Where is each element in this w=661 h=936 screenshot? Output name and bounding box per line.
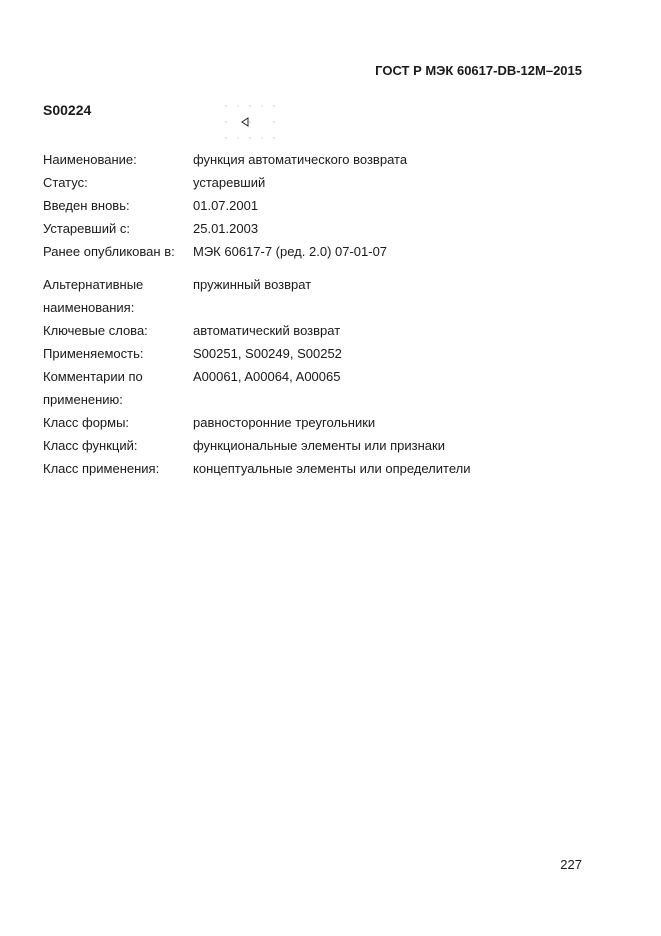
field-label: Альтернативные (43, 277, 144, 292)
field-value: МЭК 60617-7 (ред. 2.0) 07-01-07 (193, 244, 388, 259)
field-label: Применяемость: (43, 346, 144, 361)
field-row (43, 171, 471, 194)
field-row (43, 194, 471, 217)
field-label: применению: (43, 392, 123, 407)
field-value: 25.01.2003 (193, 221, 259, 236)
field-value: S00251, S00249, S00252 (193, 346, 342, 361)
field-value: пружинный возврат (193, 277, 312, 292)
field-value: 01.07.2001 (193, 198, 259, 213)
field-list (43, 148, 471, 480)
symbol-code: S00224 (43, 102, 92, 118)
field-label: Ранее опубликован в: (43, 244, 175, 259)
field-value: A00061, A00064, A00065 (193, 369, 341, 384)
field-label: Наименование: (43, 152, 137, 167)
field-row (43, 217, 471, 240)
field-label: Комментарии по (43, 369, 143, 384)
field-row (43, 273, 471, 296)
field-label: Статус: (43, 175, 88, 190)
field-row (43, 388, 471, 411)
field-row (43, 434, 471, 457)
field-label: Введен вновь: (43, 198, 130, 213)
page-number: 227 (560, 857, 582, 872)
field-label: Класс применения: (43, 461, 160, 476)
field-row (43, 240, 471, 263)
field-label: Устаревший с: (43, 221, 130, 236)
field-value: концептуальные элементы или определители (193, 461, 471, 476)
field-value: равносторонние треугольники (193, 415, 376, 430)
field-value: функциональные элементы или признаки (193, 438, 445, 453)
field-row (43, 296, 471, 319)
field-row (43, 319, 471, 342)
field-row (43, 342, 471, 365)
field-label: Класс функций: (43, 438, 138, 453)
field-row (43, 148, 471, 171)
field-value: устаревший (193, 175, 266, 190)
triangle-symbol-icon (222, 102, 278, 142)
field-label: Класс формы: (43, 415, 130, 430)
field-row (43, 411, 471, 434)
field-row (43, 365, 471, 388)
standard-header: ГОСТ Р МЭК 60617-DB-12M–2015 (375, 63, 582, 78)
field-value: функция автоматического возврата (193, 152, 408, 167)
field-label: наименования: (43, 300, 135, 315)
field-row (43, 457, 471, 480)
field-value: автоматический возврат (193, 323, 341, 338)
field-label: Ключевые слова: (43, 323, 148, 338)
